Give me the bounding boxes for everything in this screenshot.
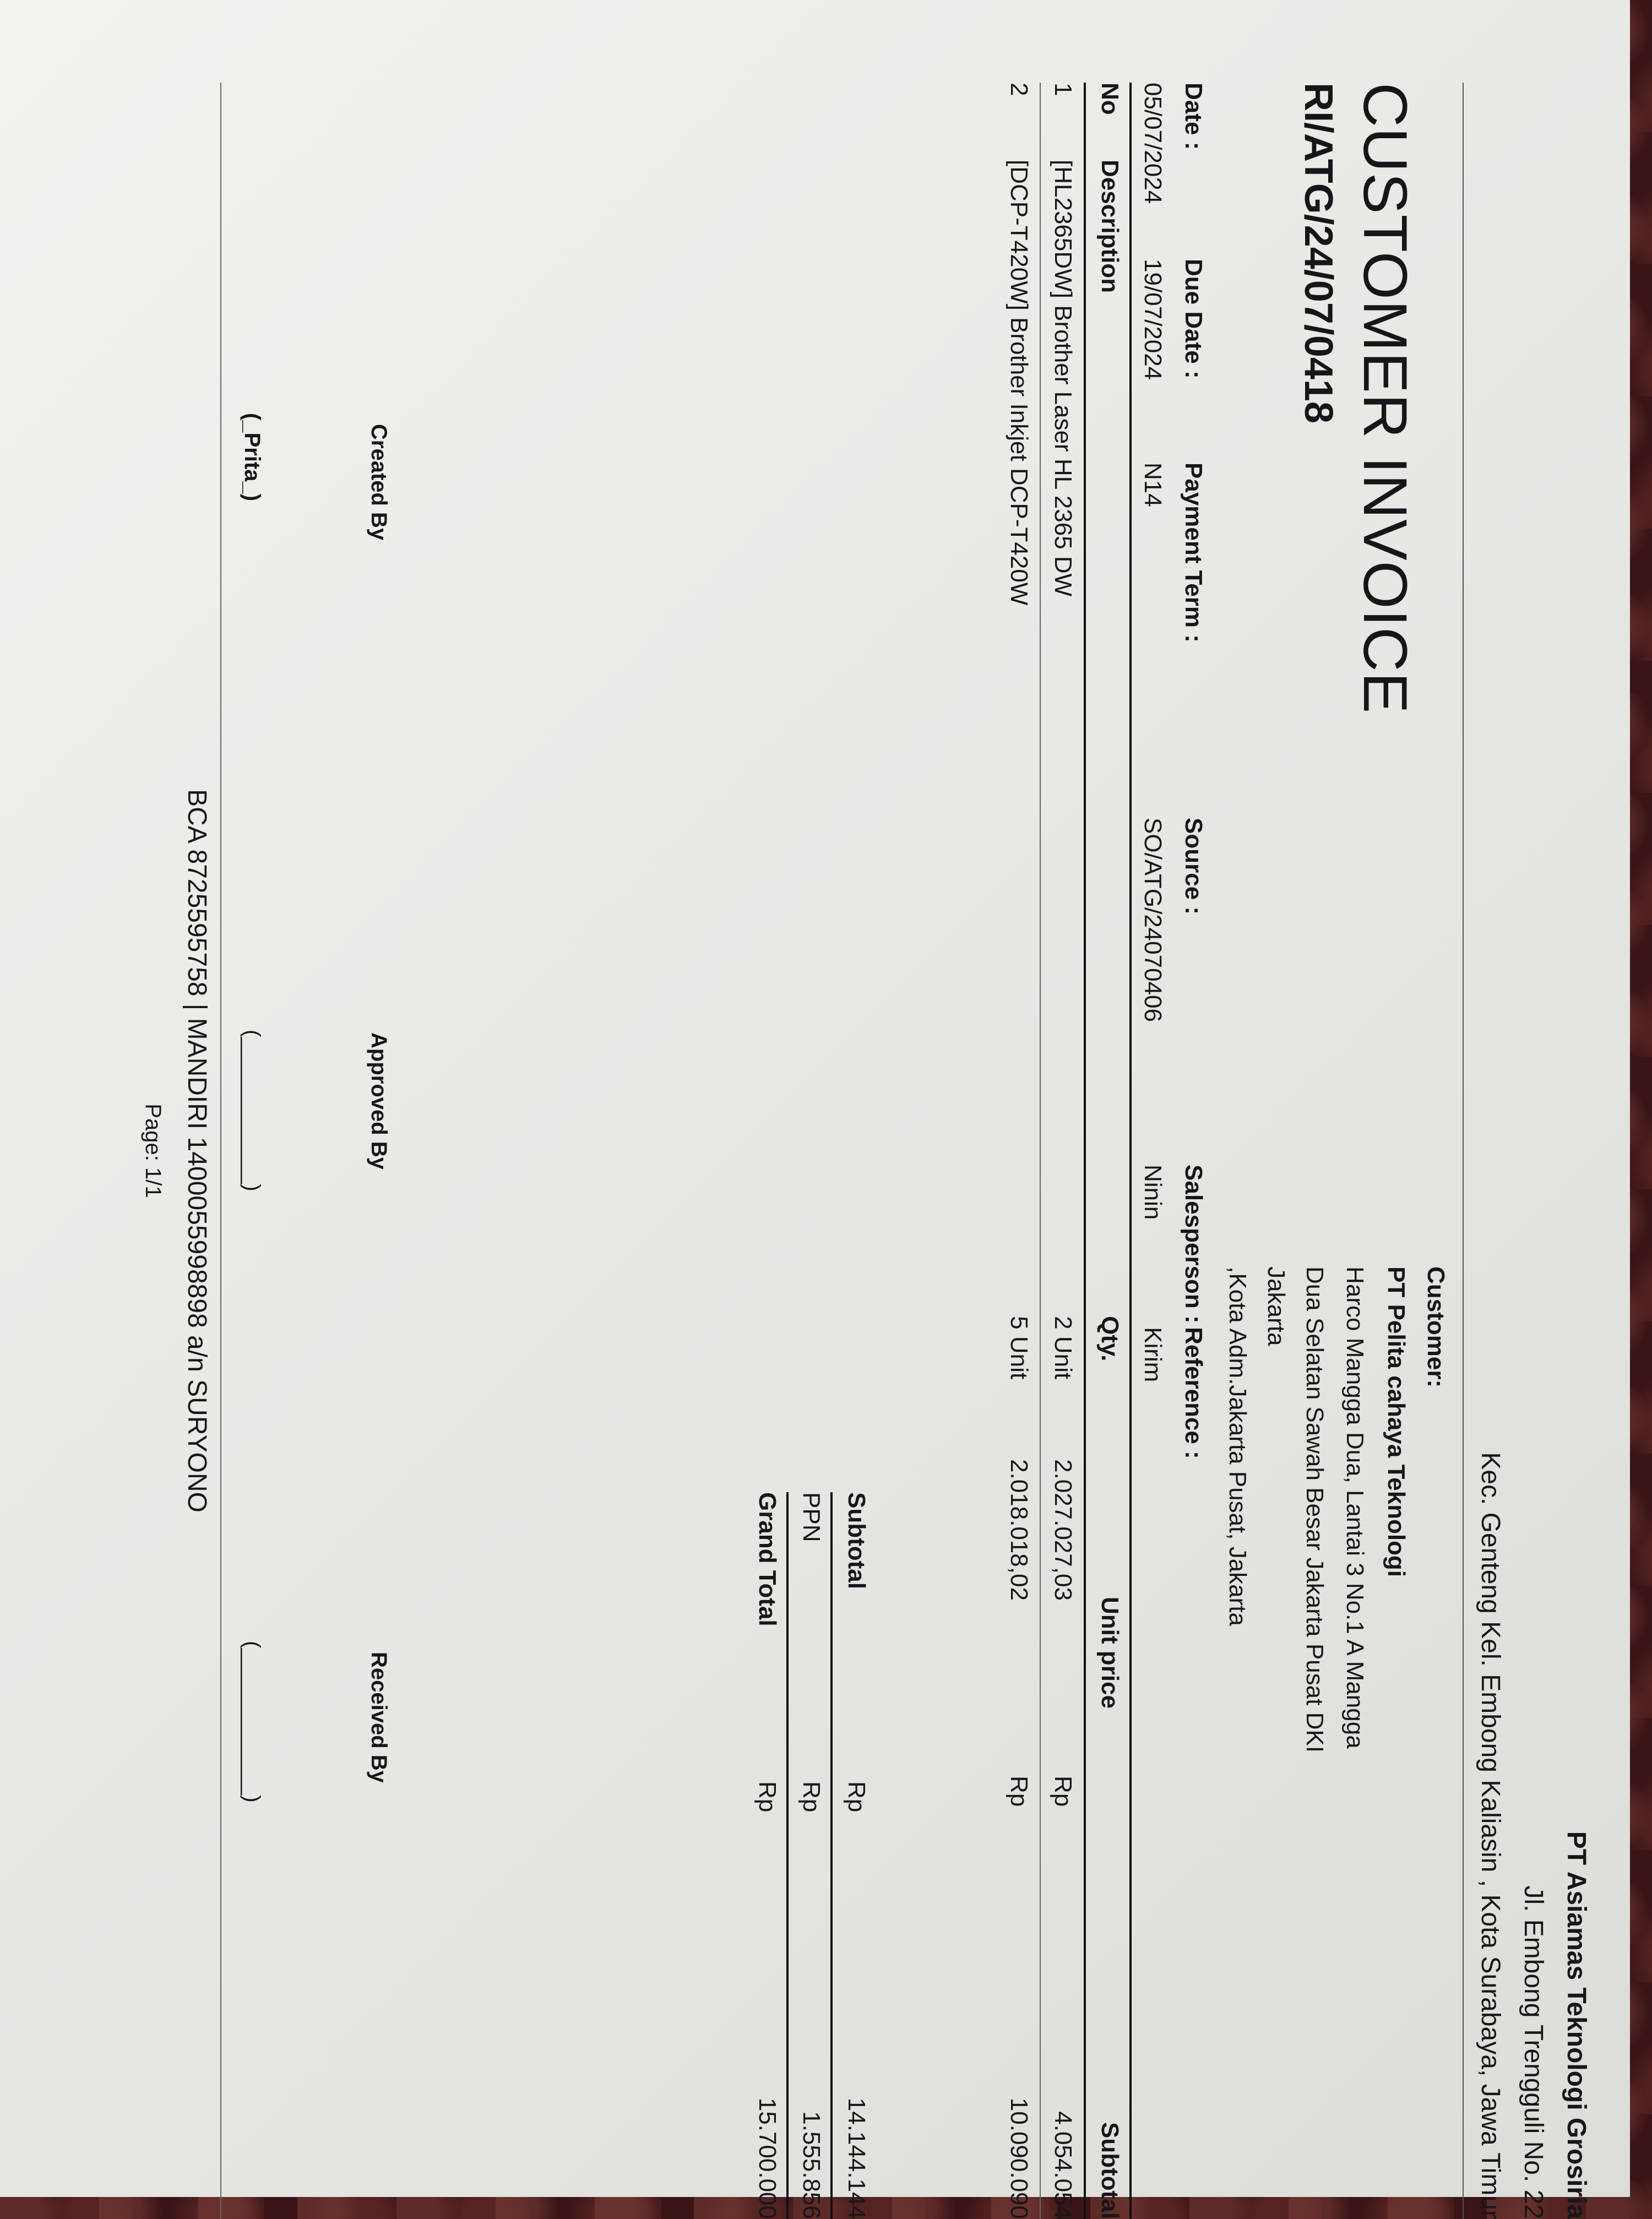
due-date-label: Due Date : [1180,259,1207,379]
header-description: Description [1096,160,1123,293]
row-no: 2 [1006,83,1032,96]
invoice-number: RI/ATG/24/07/0418 [1296,83,1340,423]
header-subtotal: Subtotal [1096,2122,1123,2219]
created-by-label: Created By [367,424,391,541]
grand-total-value: 15.700.000 [754,2097,781,2219]
approved-by-label: Approved By [367,1032,391,1170]
payment-term-value: N14 [1139,463,1166,507]
footer-divider [220,83,221,2219]
invoice-title: CUSTOMER INVOICE [1351,83,1420,714]
approved-by-name: (____________) [240,1030,264,1192]
totals-tax-value: 1.555.856 [798,2111,825,2219]
reference-label: Reference : [1180,1327,1207,1459]
row-qty: 5 Unit [1006,1316,1032,1379]
totals-tax-label: PPN [798,1492,825,1542]
salesperson-label: Salesperson : [1180,1165,1207,1324]
grand-total-label: Grand Total [754,1492,781,1627]
row-subtotal: 10.090.090 [1006,2097,1032,2219]
date-value: 05/07/2024 [1139,83,1166,204]
company-address-line2: Kec. Genteng Kel. Embong Kaliasin , Kota Surabaya, Jawa Timur [1476,1452,1505,2219]
source-value: SO/ATG/24070406 [1139,818,1166,1022]
totals-tax-currency: Rp [798,1781,825,1813]
customer-name: PT Pelita cahaya Teknologi [1383,1266,1410,1578]
customer-address-line: Jakarta [1263,1266,1290,1346]
row-currency: Rp [1050,1776,1077,1807]
customer-address-line: Dua Selatan Sawah Besar Jakarta Pusat DKI [1301,1266,1328,1753]
row-description: [DCP-T420W] Brother Inkjet DCP-T420W [1006,160,1032,606]
due-date-value: 19/07/2024 [1139,259,1166,380]
page-number: Page: 1/1 [141,1103,165,1198]
header-divider [1463,83,1464,2219]
row-unit-price: 2.027.027,03 [1050,1459,1077,1601]
totals-rule [786,1492,789,2219]
row-no: 1 [1050,83,1077,96]
row-qty: 2 Unit [1050,1316,1077,1379]
row-unit-price: 2.018.018,02 [1006,1459,1032,1601]
customer-address-line: ,Kota Adm.Jakarta Pusat, Jakarta [1224,1266,1251,1626]
customer-heading: Customer: [1422,1266,1449,1388]
row-description: [HL2365DW] Brother Laser HL 2365 DW [1050,160,1077,597]
header-no: No [1096,83,1123,115]
source-label: Source : [1180,818,1207,915]
header-unit-price: Unit price [1096,1597,1123,1709]
totals-subtotal-currency: Rp [843,1781,870,1813]
totals-rule [830,1492,833,2219]
table-top-rule [1129,83,1132,2219]
row-divider [1040,83,1041,2219]
header-qty: Qty. [1096,1316,1123,1362]
created-by-name: (_Prita_) [240,413,264,502]
row-subtotal: 4.054.054 [1050,2111,1077,2219]
received-by-label: Received By [367,1652,391,1783]
grand-total-currency: Rp [754,1781,781,1813]
received-by-name: (____________) [240,1641,264,1803]
bank-info: BCA 8725595758 | MANDIRI 1400055998898 a/n SURYONO [182,789,211,1513]
date-label: Date : [1180,83,1207,150]
company-name: PT Asiamas Teknologi Grosiria [1562,1831,1591,2219]
company-address-line1: Jl. Embong Trengguli No. 22 [1519,1885,1548,2219]
customer-address-line: Harco Mangga Dua, Lantai 3 No.1 A Mangga [1341,1266,1368,1749]
row-currency: Rp [1006,1776,1032,1807]
invoice-sheet [33,83,1591,2219]
totals-subtotal-label: Subtotal [843,1492,870,1589]
table-header-rule [1084,83,1086,2219]
totals-subtotal-value: 14.144.144 [843,2097,870,2219]
reference-value: Kirim [1139,1327,1166,1383]
salesperson-value: Ninin [1139,1165,1166,1220]
payment-term-label: Payment Term : [1180,463,1207,643]
